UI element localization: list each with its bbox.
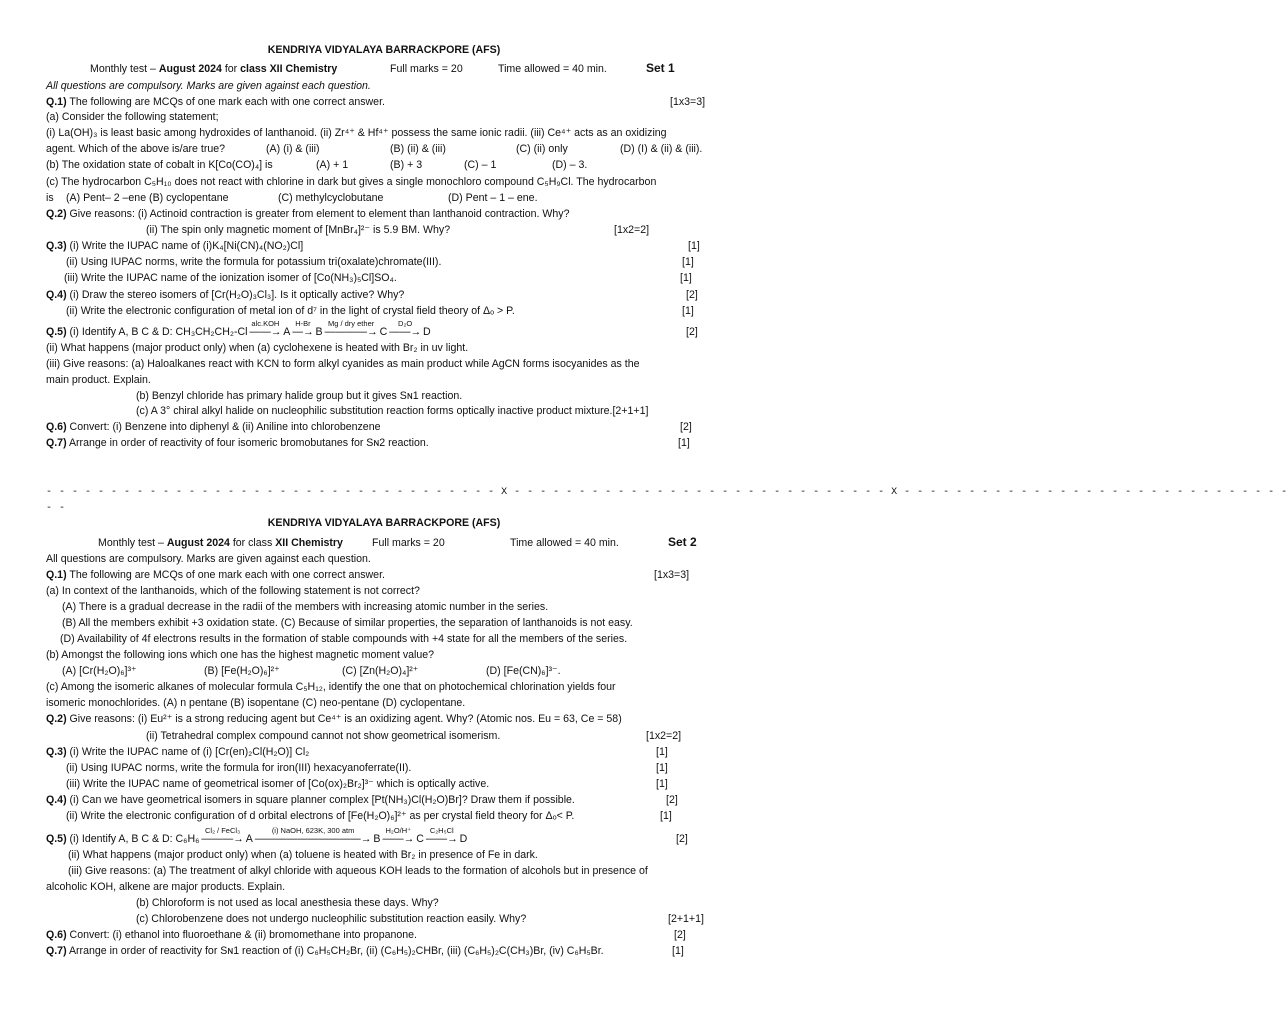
set2-q1c-options: isomeric monochlorides. (A) n pentane (B) isopentane (C) neo-pentane (D) cyclopentane. [46, 697, 466, 709]
set1-q3-iii: (iii) Write the IUPAC name of the ionization isomer of [Co(NH₃)₅Cl]SO₄. [64, 272, 397, 284]
set2-instructions: All questions are compulsory. Marks are given against each question. [46, 553, 371, 565]
set2-q1a: (a) In context of the lanthanoids, which of the following statement is not correct? [46, 585, 420, 597]
set1-q5-iii-a2: main product. Explain. [46, 374, 151, 386]
set1-q1b-option-a: (A) + 1 [316, 159, 349, 171]
set2-q1-marks: [1x3=3] [654, 569, 690, 581]
set1-q1c-option-ab: (A) Pent– 2 –ene (B) cyclopentane [66, 192, 229, 204]
set1-q1b-option-b: (B) + 3 [390, 159, 423, 171]
set2-full-marks: Full marks = 20 [372, 537, 445, 549]
set1-q7: Q.7) Arrange in order of reactivity of four isomeric bromobutanes for Sɴ2 reaction. [46, 437, 429, 449]
set1-q3-marks-i: [1] [688, 240, 700, 252]
set2-q6-marks: [2] [674, 929, 686, 941]
set1-q4-ii: (ii) Write the electronic configuration of metal ion of d⁷ in the light of crystal field theory of Δₒ > P. [66, 305, 515, 317]
set1-q5-iii-c: (c) A 3° chiral alkyl halide on nucleophilic substitution reaction forms optically inactive product mixture.[2+1+1] [136, 405, 649, 417]
set2-arrow-3: H₂O/H⁺ ——→ [382, 826, 415, 845]
set1-arrow-3: Mg / dry ether ————→ [324, 319, 378, 338]
set1-q4-marks-i: [2] [686, 289, 698, 301]
set1-q1a-statements: (i) La(OH)₃ is least basic among hydroxides of lanthanoid. (ii) Zr⁴⁺ & Hf⁴⁺ possess the same ionic radii. (iii) Ce⁴⁺ acts as an oxidizing [46, 127, 667, 139]
set1-q1a-option-d: (D) (I) & (ii) & (iii). [620, 143, 703, 155]
set2-arrow-4: C₂H₅Cl ——→ [425, 826, 458, 845]
set1-q1a-option-a: (A) (i) & (iii) [266, 143, 320, 155]
set1-q2: Q.2) Give reasons: (i) Actinoid contraction is greater from element to element than lanthanoid contraction. Why? [46, 208, 570, 220]
set2-q1c: (c) Among the isomeric alkanes of molecular formula C₅H₁₂, identify the one that on photochemical chlorination yields four [46, 681, 616, 693]
set2-q1b: (b) Amongst the following ions which one has the highest magnetic moment value? [46, 649, 435, 661]
set2-q1b-option-a: (A) [Cr(H₂O)₆]³⁺ [62, 665, 137, 677]
set1-time-allowed: Time allowed = 40 min. [498, 63, 607, 75]
set1-q4-marks-ii: [1] [682, 305, 694, 317]
set1-q1c-option-d: (D) Pent – 1 – ene. [448, 192, 538, 204]
set2-q3-marks-iii: [1] [656, 778, 668, 790]
set2-q5-iii-c: (c) Chlorobenzene does not undergo nucleophilic substitution reaction easily. Why? [136, 913, 527, 925]
set2-set-label: Set 2 [668, 535, 697, 549]
set2-q5-iii-b: (b) Chloroform is not used as local anesthesia these days. Why? [136, 897, 439, 909]
set2-q4-marks-ii: [1] [660, 810, 672, 822]
set1-q3-marks-ii: [1] [682, 256, 694, 268]
set1-q1c-is: is [46, 192, 54, 204]
set1-q2-marks: [1x2=2] [614, 224, 650, 236]
set1-q5-iii-a: (iii) Give reasons: (a) Haloalkanes react with KCN to form alkyl cyanides as main product while AgCN forms isocyanides as the [46, 358, 640, 370]
set1-instructions: All questions are compulsory. Marks are given against each question. [46, 80, 371, 92]
set1-q3-marks-iii: [1] [680, 272, 692, 284]
set2-q4: Q.4) (i) Can we have geometrical isomers in square planner complex [Pt(NH₃)Cl(H₂O)Br]? Draw them if possible. [46, 794, 575, 806]
set1-q2-ii: (ii) The spin only magnetic moment of [MnBr₄]²⁻ is 5.9 BM. Why? [146, 224, 451, 236]
set1-q5-marks-iii: [2+1+1] [612, 405, 649, 417]
set2-q2: Q.2) Give reasons: (i) Eu²⁺ is a strong reducing agent but Ce⁴⁺ is an oxidizing agent. Why? (Atomic nos. Eu = 63, Ce = 58) [46, 713, 622, 725]
set1-q3: Q.3) (i) Write the IUPAC name of (i)K₄[Ni(CN)₄(NO₂)Cl] [46, 240, 304, 252]
set2-q3-marks-i: [1] [656, 746, 668, 758]
set2-q1b-option-d: (D) [Fe(CN)₆]³⁻. [486, 665, 561, 677]
set1-arrow-2: H-Br —→ [292, 319, 314, 338]
set1-q6: Q.6) Convert: (i) Benzene into diphenyl & (ii) Aniline into chlorobenzene [46, 421, 381, 433]
set1-q1-marks: [1x3=3] [670, 96, 706, 108]
set2-q1a-option-a: (A) There is a gradual decrease in the radii of the members with increasing atomic number in the series. [62, 601, 549, 613]
set2-arrow-2: (i) NaOH, 623K, 300 atm ——————————→ [254, 826, 372, 845]
set2-school-name: KENDRIYA VIDYALAYA BARRACKPORE (AFS) [267, 517, 501, 529]
set1-q1b: (b) The oxidation state of cobalt in K[Co(CO)₄] is [46, 159, 273, 171]
set2-q5-iii-a: (iii) Give reasons: (a) The treatment of alkyl chloride with aqueous KOH leads to the formation of alcohols but in presence of [68, 865, 648, 877]
cut-line-separator-tail: - - [46, 503, 66, 514]
set1-q1b-option-c: (C) – 1 [464, 159, 497, 171]
set2-q1a-option-d: (D) Availability of 4f electrons results in the formation of stable compounds with +4 state for all the members of the series. [60, 633, 628, 645]
set2-q1b-option-b: (B) [Fe(H₂O)₆]²⁺ [204, 665, 280, 677]
set2-test-title: Monthly test – August 2024 for class XII Chemistry [98, 537, 343, 549]
set1-q5-marks-i: [2] [686, 326, 698, 338]
set1-q3-ii: (ii) Using IUPAC norms, write the formula for potassium tri(oxalate)chromate(III). [66, 256, 442, 268]
set2-q5-ii: (ii) What happens (major product only) when (a) toluene is heated with Br₂ in presence of Fe in dark. [68, 849, 538, 861]
set2-q7: Q.7) Arrange in order of reactivity for Sɴ1 reaction of (i) C₆H₅CH₂Br, (ii) (C₆H₅)₂CHBr, (iii) (C₆H₅)₂C(CH₃)Br, (iv) C₆H₅Br. [46, 945, 604, 957]
set2-q3-iii: (iii) Write the IUPAC name of geometrical isomer of [Co(ox)₂Br₂]³⁻ which is optically active. [66, 778, 490, 790]
cut-line-separator: - - - - - - - - - - - - - - - - - - - - - - - - - - - - - - - - - - - X - - - - - - - - - - - - - - - - - - - - - - - - - - - - - X - - - - - - - - - - - - - - - - - - - - - - - - - - - - - - [46, 487, 1288, 498]
set1-q5-iii-b: (b) Benzyl chloride has primary halide group but it gives Sɴ1 reaction. [136, 390, 463, 402]
set2-q3-ii: (ii) Using IUPAC norms, write the formula for iron(III) hexacyanoferrate(II). [66, 762, 412, 774]
set2-q5-marks-iii: [2+1+1] [668, 913, 704, 925]
set2-q3-marks-ii: [1] [656, 762, 668, 774]
set2-q6: Q.6) Convert: (i) ethanol into fluoroethane & (ii) bromomethane into propanone. [46, 929, 417, 941]
set1-arrow-4: D₂O ——→ [389, 319, 422, 338]
set1-q4: Q.4) (i) Draw the stereo isomers of [Cr(H₂O)₃Cl₃]. Is it optically active? Why? [46, 289, 405, 301]
set1-q1: Q.1) The following are MCQs of one mark each with one correct answer. [46, 96, 385, 108]
set2-q4-ii: (ii) Write the electronic configuration of d orbital electrons of [Fe(H₂O)₆]²⁺ as per crystal field theory for Δₒ< P. [66, 810, 575, 822]
set2-q5-marks-i: [2] [676, 833, 688, 845]
set1-arrow-1: alc.KOH ——→ [249, 319, 282, 338]
set2-q5-iii-a2: alcoholic KOH, alkene are major products. Explain. [46, 881, 286, 893]
set1-test-title: Monthly test – August 2024 for class XII Chemistry [90, 63, 338, 75]
set2-arrow-1: Cl₂ / FeCl₃ ———→ [201, 826, 244, 845]
set2-q1a-option-bc: (B) All the members exhibit +3 oxidation state. (C) Because of similar properties, the separation of lanthanoids is not easy. [62, 617, 633, 629]
set2-q1b-option-c: (C) [Zn(H₂O)₄]²⁺ [342, 665, 419, 677]
set1-q5-ii: (ii) What happens (major product only) when (a) cyclohexene is heated with Br₂ in uv light. [46, 342, 469, 354]
set1-set-label: Set 1 [646, 61, 675, 75]
set2-q3: Q.3) (i) Write the IUPAC name of (i) [Cr(en)₂Cl(H₂O)] Cl₂ [46, 746, 310, 758]
set1-q6-marks: [2] [680, 421, 692, 433]
set2-q4-marks-i: [2] [666, 794, 678, 806]
set1-q1a-option-c: (C) (ii) only [516, 143, 568, 155]
set1-q1a: (a) Consider the following statement; [46, 111, 219, 123]
set1-q1c-option-c: (C) methylcyclobutane [278, 192, 384, 204]
set2-q5-reaction: Q.5) (i) Identify A, B C & D: C₆H₆ Cl₂ / FeCl₃ ———→ A (i) NaOH, 623K, 300 atm ——————————→ B H₂O/H⁺ ——→ C C₂H₅Cl ——→ D [46, 826, 468, 845]
set2-q1: Q.1) The following are MCQs of one mark each with one correct answer. [46, 569, 385, 581]
set1-full-marks: Full marks = 20 [390, 63, 463, 75]
set1-q1c: (c) The hydrocarbon C₅H₁₀ does not react with chlorine in dark but gives a single monochloro compound C₅H₉Cl. The hydrocarbon [46, 176, 657, 188]
set1-q1a-option-b: (B) (ii) & (iii) [390, 143, 446, 155]
set1-q5-reaction: Q.5) (i) Identify A, B C & D: CH₃CH₂CH₂-Cl alc.KOH ——→ A H-Br —→ B Mg / dry ether ————→ C D₂O ——→ D [46, 319, 431, 338]
set2-q2-marks: [1x2=2] [646, 730, 682, 742]
set2-q2-ii: (ii) Tetrahedral complex compound cannot not show geometrical isomerism. [146, 730, 501, 742]
set1-school-name: KENDRIYA VIDYALAYA BARRACKPORE (AFS) [267, 44, 501, 56]
set1-q7-marks: [1] [678, 437, 690, 449]
set1-q1b-option-d: (D) – 3. [552, 159, 588, 171]
set1-q1a-question: agent. Which of the above is/are true? [46, 143, 226, 155]
set2-time-allowed: Time allowed = 40 min. [510, 537, 619, 549]
set2-q7-marks: [1] [672, 945, 684, 957]
